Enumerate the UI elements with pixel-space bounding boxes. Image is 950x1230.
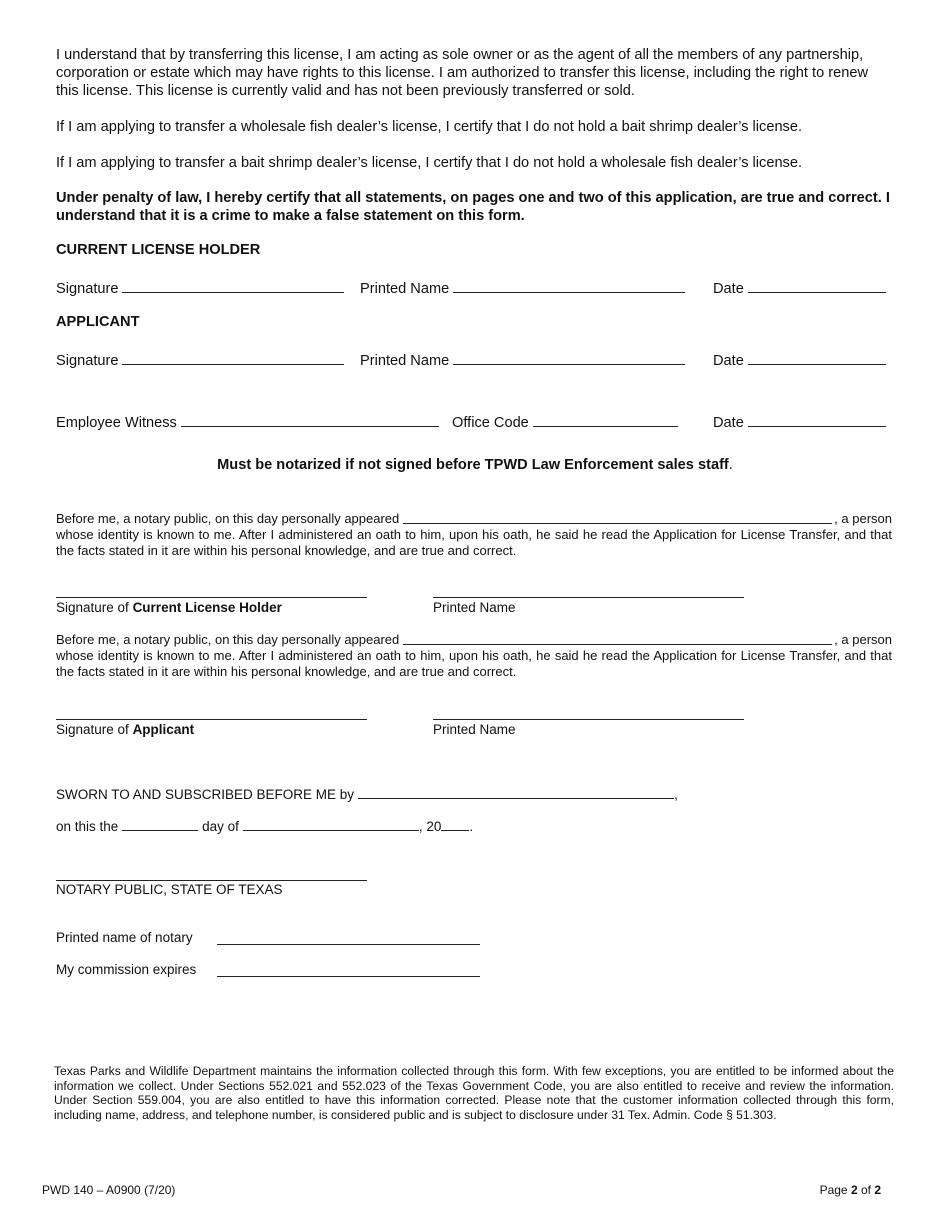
caption-bold: Applicant: [132, 722, 195, 737]
printed-name-label: Printed Name: [360, 353, 450, 369]
printed-name-line[interactable]: [453, 278, 685, 293]
bait-shrimp-certification: If I am applying to transfer a bait shrimp dealer’s license, I certify that I do not hold a wholesale fish dealer’s license.: [56, 155, 803, 171]
appeared-text: Before me, a notary public, on this day personally appeared: [56, 511, 400, 526]
day-of-label: day of: [202, 819, 239, 834]
office-code-label: Office Code: [452, 415, 529, 431]
transfer-statement: I understand that by transferring this license, I am acting as sole owner or as the agent of all the members of any partnership, corporation or estate which may have rights to this license. I am authorized to transfer this license, including the right to renew this license. This license is currently valid and has not been previously transferred or sold.: [56, 47, 868, 99]
applicant-signature-caption: [56, 722, 194, 738]
year-line[interactable]: [441, 818, 469, 831]
sworn-label: SWORN TO AND SUBSCRIBED BEFORE ME by: [56, 787, 355, 802]
page-number: [820, 1183, 881, 1197]
date-line[interactable]: [748, 412, 886, 427]
applicant-printed-name-field[interactable]: [360, 350, 685, 369]
date-line[interactable]: [748, 350, 886, 365]
printed-name-line[interactable]: [453, 350, 685, 365]
current-holder-signature-field[interactable]: [56, 278, 344, 297]
employee-witness-line[interactable]: [181, 412, 439, 427]
form-id: PWD 140 – A0900 (7/20): [42, 1183, 176, 1197]
date-label: Date: [713, 281, 744, 297]
applicant-signature-field[interactable]: [56, 350, 344, 369]
sworn-name-line[interactable]: [358, 786, 674, 799]
appeared-name-line[interactable]: [403, 511, 832, 524]
signature-line[interactable]: [122, 278, 344, 293]
applicant-signature-line[interactable]: [56, 719, 367, 720]
commission-expires-label: My commission expires: [56, 962, 197, 977]
notarize-note-text: Must be notarized if not signed before TPWD Law Enforcement sales staff: [217, 457, 729, 473]
date-sworn-line: on this the day of , 20 .: [56, 819, 474, 834]
current-holder-row: [56, 278, 894, 298]
holder-signature-line[interactable]: [56, 597, 367, 598]
on-this-the-label: on this the: [56, 819, 119, 834]
holder-signature-caption: [56, 600, 282, 616]
caption-bold: Current License Holder: [132, 600, 282, 615]
caption-prefix: Signature of: [56, 600, 133, 615]
witness-row: [56, 412, 894, 432]
page-total: 2: [874, 1183, 881, 1197]
employee-witness-label: Employee Witness: [56, 415, 177, 431]
current-holder-printed-name-field[interactable]: [360, 278, 685, 297]
printed-name-label: Printed Name: [360, 281, 450, 297]
office-code-line[interactable]: [533, 412, 678, 427]
printed-name-of-notary-line[interactable]: [217, 944, 480, 945]
applicant-heading: APPLICANT: [56, 314, 140, 330]
date-label: Date: [713, 415, 744, 431]
appeared-text: Before me, a notary public, on this day personally appeared: [56, 632, 400, 647]
wholesale-certification: If I am applying to transfer a wholesale fish dealer’s license, I certify that I do not hold a bait shrimp dealer’s license.: [56, 119, 803, 135]
a-person-text: , a person: [834, 632, 892, 647]
notary-signature-line[interactable]: [56, 880, 367, 881]
oath-text: whose identity is known to me. After I administered an oath to him, upon his oath, he said he read the Application for License Transfer, and that the facts stated in it are within his personal knowledge, and are true and correct.: [56, 527, 892, 558]
applicant-row: [56, 350, 894, 370]
page-current: 2: [850, 1183, 858, 1197]
printed-name-of-notary-label: Printed name of notary: [56, 930, 193, 945]
page-of: of: [857, 1183, 875, 1197]
notary-public-label: NOTARY PUBLIC, STATE OF TEXAS: [56, 882, 283, 897]
holder-printed-name-line[interactable]: [433, 597, 744, 598]
month-line[interactable]: [243, 818, 419, 831]
notary-statement-1: [56, 511, 892, 559]
current-holder-date-field[interactable]: [713, 278, 886, 297]
notary-statement-2: [56, 632, 892, 680]
notarize-note: Must be notarized if not signed before TPWD Law Enforcement sales staff.: [217, 457, 733, 473]
year-prefix: , 20: [418, 819, 442, 834]
appeared-name-line[interactable]: [403, 632, 832, 645]
sworn-line: SWORN TO AND SUBSCRIBED BEFORE ME by ,: [56, 787, 678, 802]
applicant-date-field[interactable]: [713, 350, 886, 369]
office-code-field[interactable]: [452, 412, 678, 431]
day-line[interactable]: [122, 818, 198, 831]
date-label: Date: [713, 353, 744, 369]
employee-witness-field[interactable]: [56, 412, 439, 431]
commission-expires-line[interactable]: [217, 976, 480, 977]
signature-label: Signature: [56, 281, 119, 297]
caption-prefix: Signature of: [56, 722, 133, 737]
page-prefix: Page: [819, 1183, 851, 1197]
signature-label: Signature: [56, 353, 119, 369]
date-line[interactable]: [748, 278, 886, 293]
signature-line[interactable]: [122, 350, 344, 365]
a-person-text: , a person: [834, 511, 892, 526]
applicant-printed-name-caption: Printed Name: [433, 722, 516, 737]
penalty-certification: Under penalty of law, I hereby certify that all statements, on pages one and two of this application, are true and correct. I understand that it is a crime to make a false statement on this form.: [56, 190, 890, 224]
applicant-printed-name-line[interactable]: [433, 719, 744, 720]
privacy-disclaimer: Texas Parks and Wildlife Department maintains the information collected through this form. With few exceptions, you are entitled to be informed about the information we collect. Under Sections 552.021 and 552.023 of the Texas Government Code, you are also entitled to receive and review the information. Under Section 559.004, you are also entitled to have this information corrected. Please note that the customer information collected through this form, including name, address, and telephone number, is considered public and is subject to disclosure under 31 Tex. Admin. Code § 51.303.: [54, 1064, 894, 1122]
witness-date-field[interactable]: [713, 412, 886, 431]
holder-printed-name-caption: Printed Name: [433, 600, 516, 615]
oath-text: whose identity is known to me. After I administered an oath to him, upon his oath, he said he read the Application for License Transfer, and that the facts stated in it are within his personal knowledge, and are true and correct.: [56, 648, 892, 679]
current-holder-heading: CURRENT LICENSE HOLDER: [56, 242, 261, 258]
